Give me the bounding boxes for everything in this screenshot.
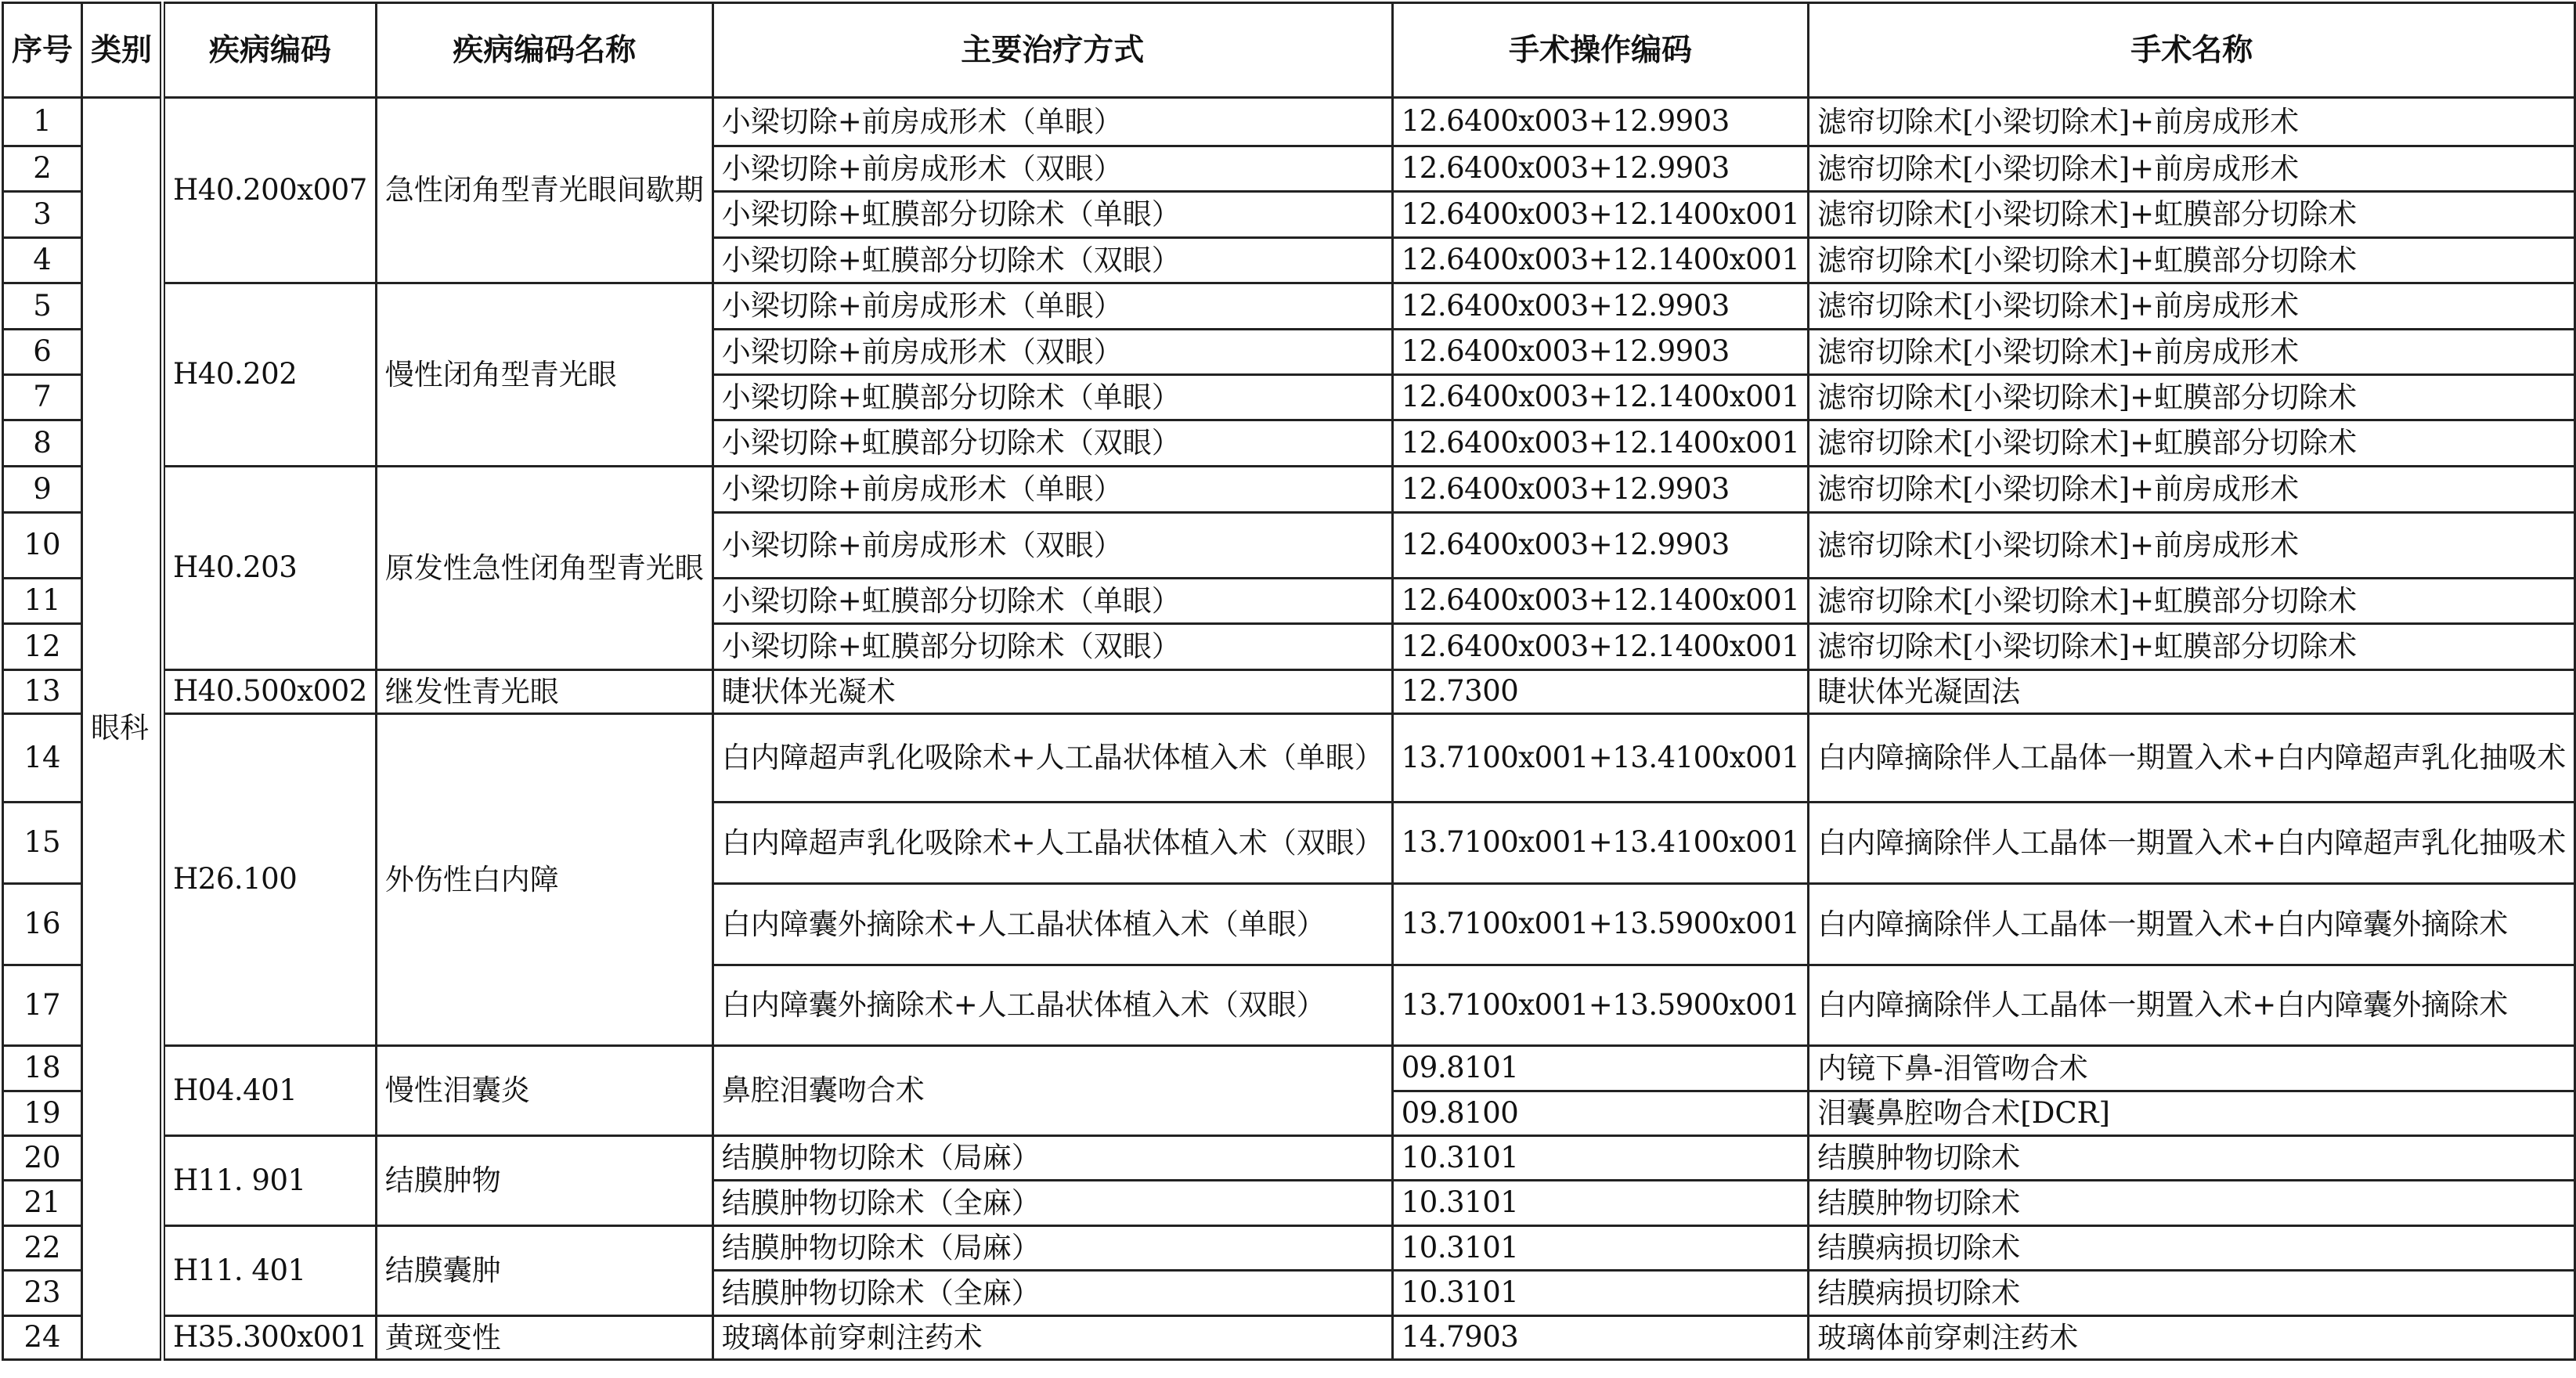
op-name-cell: 内镜下鼻-泪管吻合术 xyxy=(1809,1046,2575,1091)
op-name-cell: 睫状体光凝固法 xyxy=(1809,670,2575,714)
op-name-cell: 白内障摘除伴人工晶体一期置入术+白内障超声乳化抽吸术 xyxy=(1809,714,2575,803)
op-name-cell: 滤帘切除术[小梁切除术]+前房成形术 xyxy=(1809,467,2575,513)
treatment-cell: 小梁切除+前房成形术（双眼） xyxy=(713,146,1392,192)
disease-code-cell: H35.300x001 xyxy=(163,1316,377,1360)
disease-name-cell: 急性闭角型青光眼间歇期 xyxy=(376,98,713,283)
disease-code-cell: H40.203 xyxy=(163,467,377,670)
procedure-table xyxy=(2,2,2576,1361)
row-seq: 13 xyxy=(3,670,82,714)
row-seq: 8 xyxy=(3,420,82,467)
header-treatment: 主要治疗方式 xyxy=(713,3,1392,98)
row-seq: 17 xyxy=(3,965,82,1046)
op-code-cell: 10.3101 xyxy=(1392,1226,1809,1271)
row-seq: 18 xyxy=(3,1046,82,1091)
table-row xyxy=(3,98,2575,146)
treatment-cell: 小梁切除+虹膜部分切除术（单眼） xyxy=(713,192,1392,238)
header-disease-code: 疾病编码 xyxy=(163,3,377,98)
op-name-cell: 滤帘切除术[小梁切除术]+前房成形术 xyxy=(1809,513,2575,579)
op-code-cell: 14.7903 xyxy=(1392,1316,1809,1360)
row-seq: 9 xyxy=(3,467,82,513)
table-row xyxy=(3,1136,2575,1181)
op-code-cell: 12.6400x003+12.1400x001 xyxy=(1392,579,1809,624)
treatment-cell: 小梁切除+虹膜部分切除术（双眼） xyxy=(713,420,1392,467)
op-name-cell: 滤帘切除术[小梁切除术]+虹膜部分切除术 xyxy=(1809,579,2575,624)
op-code-cell: 10.3101 xyxy=(1392,1136,1809,1181)
op-name-cell: 滤帘切除术[小梁切除术]+虹膜部分切除术 xyxy=(1809,238,2575,283)
treatment-cell: 睫状体光凝术 xyxy=(713,670,1392,714)
treatment-cell: 小梁切除+前房成形术（双眼） xyxy=(713,513,1392,579)
treatment-cell: 结膜肿物切除术（局麻） xyxy=(713,1136,1392,1181)
op-code-cell: 12.6400x003+12.9903 xyxy=(1392,98,1809,146)
row-seq: 14 xyxy=(3,714,82,803)
header-row xyxy=(3,3,2575,98)
row-seq: 4 xyxy=(3,238,82,283)
disease-code-cell: H04.401 xyxy=(163,1046,377,1136)
disease-name-cell: 黄斑变性 xyxy=(376,1316,713,1360)
row-seq: 11 xyxy=(3,579,82,624)
op-code-cell: 12.6400x003+12.1400x001 xyxy=(1392,624,1809,670)
procedure-table-sheet xyxy=(2,2,2576,1361)
op-name-cell: 泪囊鼻腔吻合术[DCR] xyxy=(1809,1091,2575,1136)
op-code-cell: 10.3101 xyxy=(1392,1271,1809,1316)
row-seq: 10 xyxy=(3,513,82,579)
op-code-cell: 09.8100 xyxy=(1392,1091,1809,1136)
op-name-cell: 滤帘切除术[小梁切除术]+虹膜部分切除术 xyxy=(1809,192,2575,238)
op-name-cell: 结膜病损切除术 xyxy=(1809,1226,2575,1271)
op-name-cell: 结膜肿物切除术 xyxy=(1809,1181,2575,1226)
treatment-cell: 鼻腔泪囊吻合术 xyxy=(713,1046,1392,1136)
op-name-cell: 白内障摘除伴人工晶体一期置入术+白内障囊外摘除术 xyxy=(1809,884,2575,965)
row-seq: 22 xyxy=(3,1226,82,1271)
disease-code-cell: H40.500x002 xyxy=(163,670,377,714)
row-seq: 21 xyxy=(3,1181,82,1226)
op-code-cell: 12.6400x003+12.1400x001 xyxy=(1392,192,1809,238)
disease-name-cell: 外伤性白内障 xyxy=(376,714,713,1046)
op-name-cell: 滤帘切除术[小梁切除术]+虹膜部分切除术 xyxy=(1809,375,2575,420)
row-seq: 1 xyxy=(3,98,82,146)
treatment-cell: 小梁切除+虹膜部分切除术（双眼） xyxy=(713,624,1392,670)
disease-code-cell: H40.200x007 xyxy=(163,98,377,283)
op-name-cell: 滤帘切除术[小梁切除术]+前房成形术 xyxy=(1809,146,2575,192)
op-code-cell: 12.6400x003+12.1400x001 xyxy=(1392,420,1809,467)
op-name-cell: 滤帘切除术[小梁切除术]+前房成形术 xyxy=(1809,98,2575,146)
disease-code-cell: H11. 401 xyxy=(163,1226,377,1316)
table-row xyxy=(3,283,2575,330)
op-code-cell: 10.3101 xyxy=(1392,1181,1809,1226)
op-code-cell: 13.7100x001+13.4100x001 xyxy=(1392,714,1809,803)
treatment-cell: 小梁切除+虹膜部分切除术（单眼） xyxy=(713,375,1392,420)
treatment-cell: 小梁切除+前房成形术（单眼） xyxy=(713,98,1392,146)
header-op-name: 手术名称 xyxy=(1809,3,2575,98)
op-code-cell: 12.6400x003+12.1400x001 xyxy=(1392,375,1809,420)
header-disease-name: 疾病编码名称 xyxy=(376,3,713,98)
disease-code-cell: H11. 901 xyxy=(163,1136,377,1226)
disease-name-cell: 结膜肿物 xyxy=(376,1136,713,1226)
header-category: 类别 xyxy=(82,3,163,98)
table-row xyxy=(3,467,2575,513)
treatment-cell: 白内障囊外摘除术+人工晶状体植入术（双眼） xyxy=(713,965,1392,1046)
op-code-cell: 12.6400x003+12.9903 xyxy=(1392,283,1809,330)
treatment-cell: 小梁切除+虹膜部分切除术（单眼） xyxy=(713,579,1392,624)
row-seq: 12 xyxy=(3,624,82,670)
op-code-cell: 12.7300 xyxy=(1392,670,1809,714)
treatment-cell: 小梁切除+前房成形术（单眼） xyxy=(713,283,1392,330)
table-row xyxy=(3,1226,2575,1271)
row-seq: 3 xyxy=(3,192,82,238)
row-seq: 15 xyxy=(3,803,82,884)
op-name-cell: 滤帘切除术[小梁切除术]+虹膜部分切除术 xyxy=(1809,624,2575,670)
row-seq: 24 xyxy=(3,1316,82,1360)
op-name-cell: 结膜病损切除术 xyxy=(1809,1271,2575,1316)
op-code-cell: 12.6400x003+12.9903 xyxy=(1392,513,1809,579)
treatment-cell: 小梁切除+前房成形术（双眼） xyxy=(713,330,1392,375)
row-seq: 19 xyxy=(3,1091,82,1136)
treatment-cell: 白内障超声乳化吸除术+人工晶状体植入术（双眼） xyxy=(713,803,1392,884)
disease-name-cell: 继发性青光眼 xyxy=(376,670,713,714)
op-name-cell: 玻璃体前穿刺注药术 xyxy=(1809,1316,2575,1360)
disease-name-cell: 结膜囊肿 xyxy=(376,1226,713,1316)
table-row xyxy=(3,714,2575,803)
disease-name-cell: 慢性泪囊炎 xyxy=(376,1046,713,1136)
op-code-cell: 12.6400x003+12.1400x001 xyxy=(1392,238,1809,283)
op-code-cell: 12.6400x003+12.9903 xyxy=(1392,146,1809,192)
treatment-cell: 玻璃体前穿刺注药术 xyxy=(713,1316,1392,1360)
op-name-cell: 滤帘切除术[小梁切除术]+虹膜部分切除术 xyxy=(1809,420,2575,467)
treatment-cell: 白内障囊外摘除术+人工晶状体植入术（单眼） xyxy=(713,884,1392,965)
op-name-cell: 滤帘切除术[小梁切除术]+前房成形术 xyxy=(1809,330,2575,375)
treatment-cell: 白内障超声乳化吸除术+人工晶状体植入术（单眼） xyxy=(713,714,1392,803)
row-seq: 7 xyxy=(3,375,82,420)
op-name-cell: 白内障摘除伴人工晶体一期置入术+白内障超声乳化抽吸术 xyxy=(1809,803,2575,884)
header-op-code: 手术操作编码 xyxy=(1392,3,1809,98)
table-row xyxy=(3,1316,2575,1360)
treatment-cell: 结膜肿物切除术（局麻） xyxy=(713,1226,1392,1271)
row-seq: 20 xyxy=(3,1136,82,1181)
category-cell: 眼科 xyxy=(82,98,163,1360)
op-code-cell: 13.7100x001+13.5900x001 xyxy=(1392,965,1809,1046)
treatment-cell: 结膜肿物切除术（全麻） xyxy=(713,1271,1392,1316)
treatment-cell: 结膜肿物切除术（全麻） xyxy=(713,1181,1392,1226)
op-code-cell: 13.7100x001+13.4100x001 xyxy=(1392,803,1809,884)
op-code-cell: 12.6400x003+12.9903 xyxy=(1392,330,1809,375)
op-name-cell: 滤帘切除术[小梁切除术]+前房成形术 xyxy=(1809,283,2575,330)
op-code-cell: 12.6400x003+12.9903 xyxy=(1392,467,1809,513)
row-seq: 6 xyxy=(3,330,82,375)
treatment-cell: 小梁切除+前房成形术（单眼） xyxy=(713,467,1392,513)
disease-code-cell: H26.100 xyxy=(163,714,377,1046)
treatment-cell: 小梁切除+虹膜部分切除术（双眼） xyxy=(713,238,1392,283)
op-name-cell: 白内障摘除伴人工晶体一期置入术+白内障囊外摘除术 xyxy=(1809,965,2575,1046)
op-code-cell: 09.8101 xyxy=(1392,1046,1809,1091)
disease-name-cell: 慢性闭角型青光眼 xyxy=(376,283,713,467)
header-seq: 序号 xyxy=(3,3,82,98)
row-seq: 16 xyxy=(3,884,82,965)
disease-name-cell: 原发性急性闭角型青光眼 xyxy=(376,467,713,670)
table-body xyxy=(3,98,2575,1360)
row-seq: 5 xyxy=(3,283,82,330)
table-row xyxy=(3,670,2575,714)
op-name-cell: 结膜肿物切除术 xyxy=(1809,1136,2575,1181)
disease-code-cell: H40.202 xyxy=(163,283,377,467)
op-code-cell: 13.7100x001+13.5900x001 xyxy=(1392,884,1809,965)
table-row xyxy=(3,1046,2575,1091)
row-seq: 2 xyxy=(3,146,82,192)
row-seq: 23 xyxy=(3,1271,82,1316)
